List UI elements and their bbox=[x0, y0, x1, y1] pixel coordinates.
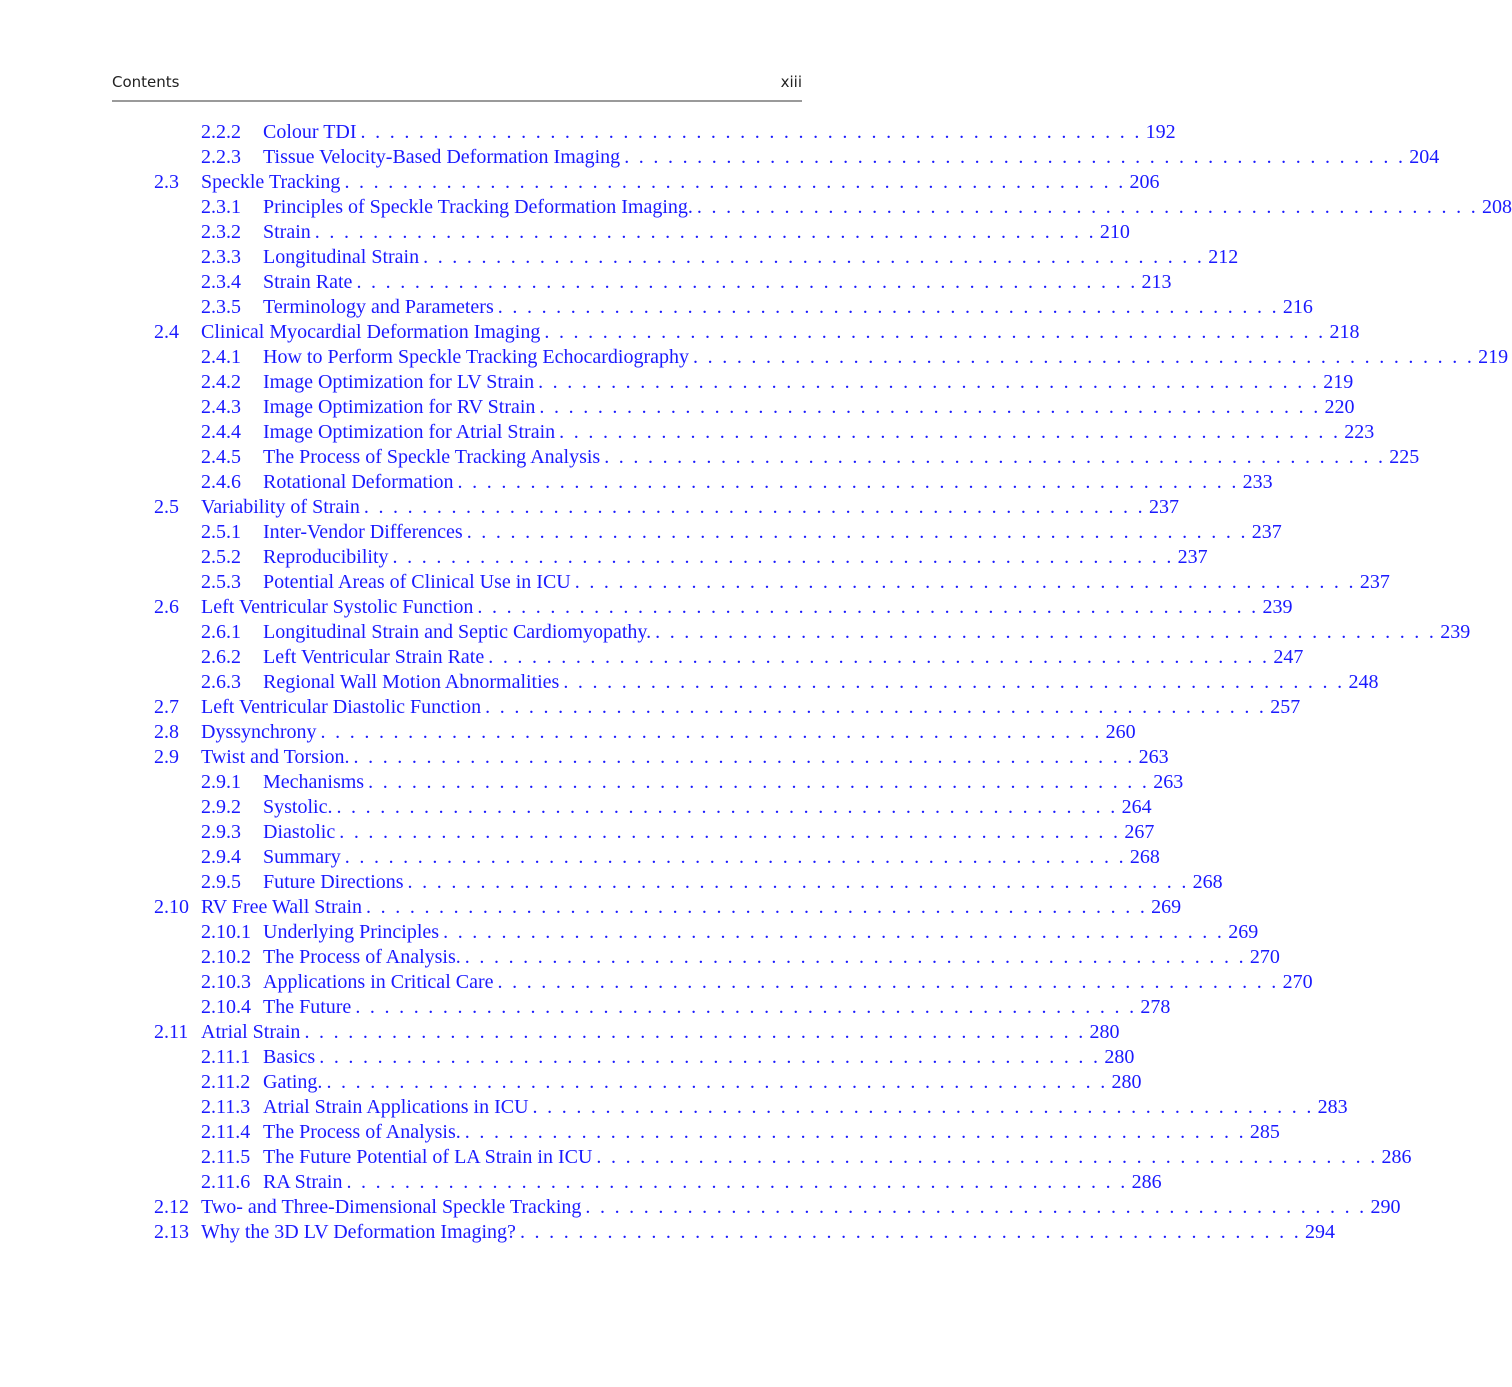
toc-entry[interactable] bbox=[154, 1120, 1280, 1145]
toc-entry-page[interactable]: 283 bbox=[1317, 1096, 1348, 1118]
toc-entry-page[interactable]: 218 bbox=[1329, 321, 1360, 343]
toc-entry-number: 2.6.2 bbox=[201, 646, 241, 668]
toc-entry[interactable] bbox=[154, 445, 1420, 470]
toc-dot-leader: . . . . . . . . . . . . . . . . . . . . . . . . . . . . . . . . . . . . . . . . . . . . . . . . . . . . . . bbox=[655, 621, 1437, 643]
toc-entry-number: 2.6.3 bbox=[201, 671, 241, 693]
toc-entry[interactable] bbox=[154, 870, 1223, 895]
toc-entry-title[interactable]: RV Free Wall Strain bbox=[201, 896, 363, 918]
toc-dot-leader: . . . . . . . . . . . . . . . . . . . . . . . . . . . . . . . . . . . . . . . . . . . . . . . . . . . . . . bbox=[319, 1046, 1101, 1068]
toc-entry-title[interactable]: Atrial Strain Applications in ICU bbox=[263, 1096, 529, 1118]
toc-entry[interactable] bbox=[154, 195, 1512, 220]
toc-entry-number: 2.9 bbox=[154, 746, 179, 768]
toc-entry[interactable] bbox=[154, 795, 1152, 820]
toc-entry-page[interactable]: 278 bbox=[1140, 996, 1171, 1018]
toc-dot-leader: . . . . . . . . . . . . . . . . . . . . . . . . . . . . . . . . . . . . . . . . . . . . . . . . . . . . . . bbox=[485, 696, 1267, 718]
toc-entry-page[interactable]: 263 bbox=[1138, 746, 1169, 768]
toc-entry[interactable] bbox=[154, 245, 1239, 270]
toc-entry-page[interactable]: 212 bbox=[1208, 246, 1239, 268]
table-of-contents bbox=[154, 120, 1512, 1245]
toc-entry-page[interactable]: 247 bbox=[1273, 646, 1304, 668]
toc-entry-number: 2.9.3 bbox=[201, 821, 241, 843]
toc-entry-page[interactable]: 210 bbox=[1099, 221, 1130, 243]
toc-dot-leader: . . . . . . . . . . . . . . . . . . . . . . . . . . . . . . . . . . . . . . . . . . . . . . . . . . . . . . bbox=[363, 496, 1145, 518]
toc-entry-title[interactable]: Left Ventricular Systolic Function bbox=[201, 596, 474, 618]
toc-dot-leader: . . . . . . . . . . . . . . . . . . . . . . . . . . . . . . . . . . . . . . . . . . . . . . . . . . . . . . bbox=[360, 121, 1142, 143]
toc-entry-title[interactable]: Potential Areas of Clinical Use in ICU bbox=[263, 571, 571, 593]
toc-entry[interactable] bbox=[154, 920, 1259, 945]
toc-entry-number: 2.10.1 bbox=[201, 921, 251, 943]
toc-entry[interactable] bbox=[154, 1045, 1135, 1070]
toc-entry-page[interactable]: 220 bbox=[1324, 396, 1355, 418]
toc-dot-leader: . . . . . . . . . . . . . . . . . . . . . . . . . . . . . . . . . . . . . . . . . . . . . . . . . . . . . . bbox=[320, 721, 1102, 743]
running-header-title: Contents bbox=[112, 73, 180, 91]
toc-entry[interactable] bbox=[154, 1070, 1142, 1095]
toc-entry-number: 2.4.2 bbox=[201, 371, 241, 393]
toc-entry-title[interactable]: Colour TDI bbox=[263, 121, 357, 143]
toc-dot-leader: . . . . . . . . . . . . . . . . . . . . . . . . . . . . . . . . . . . . . . . . . . . . . . . . . . . . . . bbox=[624, 146, 1406, 168]
toc-entry-title[interactable]: The Future Potential of LA Strain in ICU bbox=[263, 1146, 593, 1168]
toc-dot-leader: . . . . . . . . . . . . . . . . . . . . . . . . . . . . . . . . . . . . . . . . . . . . . . . . . . . . . . bbox=[604, 446, 1386, 468]
toc-entry[interactable] bbox=[154, 345, 1509, 370]
toc-entry-title[interactable]: Strain bbox=[263, 221, 311, 243]
toc-entry-title[interactable]: Principles of Speckle Tracking Deformation Imaging. bbox=[263, 196, 693, 218]
toc-entry-title[interactable]: Future Directions bbox=[263, 871, 404, 893]
toc-entry-page[interactable]: 260 bbox=[1105, 721, 1136, 743]
toc-entry-title[interactable]: Inter-Vendor Differences bbox=[263, 521, 463, 543]
toc-entry-page[interactable]: 204 bbox=[1409, 146, 1440, 168]
toc-entry[interactable] bbox=[154, 695, 1301, 720]
toc-entry-number: 2.11.1 bbox=[201, 1046, 251, 1068]
toc-dot-leader: . . . . . . . . . . . . . . . . . . . . . . . . . . . . . . . . . . . . . . . . . . . . . . . . . . . . . . bbox=[392, 546, 1174, 568]
toc-entry[interactable] bbox=[154, 395, 1355, 420]
toc-entry-page[interactable]: 286 bbox=[1131, 1171, 1162, 1193]
toc-entry[interactable] bbox=[154, 120, 1176, 145]
toc-entry[interactable] bbox=[154, 845, 1160, 870]
toc-entry[interactable] bbox=[154, 520, 1282, 545]
toc-entry-page[interactable]: 213 bbox=[1141, 271, 1172, 293]
toc-entry[interactable] bbox=[154, 1170, 1162, 1195]
toc-entry[interactable] bbox=[154, 145, 1440, 170]
toc-entry-number: 2.11.6 bbox=[201, 1171, 251, 1193]
toc-entry[interactable] bbox=[154, 470, 1273, 495]
toc-entry-title[interactable]: Variability of Strain bbox=[201, 496, 360, 518]
toc-dot-leader: . . . . . . . . . . . . . . . . . . . . . . . . . . . . . . . . . . . . . . . . . . . . . . . . . . . . . . bbox=[696, 196, 1479, 218]
toc-dot-leader: . . . . . . . . . . . . . . . . . . . . . . . . . . . . . . . . . . . . . . . . . . . . . . . . . . . . . . bbox=[497, 296, 1279, 318]
toc-entry-page[interactable]: 269 bbox=[1151, 896, 1182, 918]
toc-dot-leader: . . . . . . . . . . . . . . . . . . . . . . . . . . . . . . . . . . . . . . . . . . . . . . . . . . . . . . bbox=[544, 321, 1326, 343]
toc-dot-leader: . . . . . . . . . . . . . . . . . . . . . . . . . . . . . . . . . . . . . . . . . . . . . . . . . . . . . . bbox=[314, 221, 1096, 243]
toc-entry-number: 2.5.1 bbox=[201, 521, 241, 543]
toc-entry[interactable] bbox=[154, 545, 1208, 570]
toc-entry-page[interactable]: 264 bbox=[1121, 796, 1152, 818]
toc-entry-number: 2.11.5 bbox=[201, 1146, 251, 1168]
toc-dot-leader: . . . . . . . . . . . . . . . . . . . . . . . . . . . . . . . . . . . . . . . . . . . . . . . . . . . . . . bbox=[488, 646, 1270, 668]
toc-entry-number: 2.11.3 bbox=[201, 1096, 251, 1118]
toc-entry-number: 2.2.2 bbox=[201, 121, 241, 143]
toc-entry-page[interactable]: 223 bbox=[1344, 421, 1375, 443]
toc-entry[interactable] bbox=[154, 220, 1130, 245]
toc-entry-number: 2.5.3 bbox=[201, 571, 241, 593]
toc-entry-title[interactable]: Mechanisms bbox=[263, 771, 365, 793]
toc-entry-title[interactable]: Regional Wall Motion Abnormalities bbox=[263, 671, 560, 693]
toc-entry[interactable] bbox=[154, 170, 1160, 195]
toc-dot-leader: . . . . . . . . . . . . . . . . . . . . . . . . . . . . . . . . . . . . . . . . . . . . . . . . . . . . . . bbox=[559, 421, 1341, 443]
toc-entry-page[interactable]: 263 bbox=[1153, 771, 1184, 793]
toc-entry[interactable] bbox=[154, 1020, 1120, 1045]
toc-dot-leader: . . . . . . . . . . . . . . . . . . . . . . . . . . . . . . . . . . . . . . . . . . . . . . . . . . . . . . bbox=[366, 896, 1148, 918]
toc-entry-page[interactable]: 237 bbox=[1251, 521, 1282, 543]
toc-dot-leader: . . . . . . . . . . . . . . . . . . . . . . . . . . . . . . . . . . . . . . . . . . . . . . . . . . . . . . bbox=[538, 371, 1320, 393]
toc-entry-title[interactable]: The Process of Analysis. bbox=[263, 1121, 461, 1143]
toc-entry[interactable] bbox=[154, 820, 1155, 845]
toc-entry-title[interactable]: Longitudinal Strain bbox=[263, 246, 420, 268]
toc-entry-page[interactable]: 233 bbox=[1242, 471, 1273, 493]
toc-entry-title[interactable]: Diastolic bbox=[263, 821, 336, 843]
toc-entry-title[interactable]: Dyssynchrony bbox=[201, 721, 317, 743]
toc-entry-number: 2.3.3 bbox=[201, 246, 241, 268]
toc-dot-leader: . . . . . . . . . . . . . . . . . . . . . . . . . . . . . . . . . . . . . . . . . . . . . . . . . . . . . . bbox=[585, 1196, 1367, 1218]
toc-entry[interactable] bbox=[154, 1145, 1412, 1170]
toc-entry-page[interactable]: 225 bbox=[1389, 446, 1420, 468]
toc-entry-title[interactable]: Basics bbox=[263, 1046, 316, 1068]
toc-entry-title[interactable]: The Process of Analysis. bbox=[263, 946, 461, 968]
toc-entry-number: 2.3.2 bbox=[201, 221, 241, 243]
toc-entry-number: 2.10.3 bbox=[201, 971, 251, 993]
toc-entry-number: 2.4.6 bbox=[201, 471, 241, 493]
toc-dot-leader: . . . . . . . . . . . . . . . . . . . . . . . . . . . . . . . . . . . . . . . . . . . . . . . . . . . . . . bbox=[423, 246, 1205, 268]
toc-entry-page[interactable]: 270 bbox=[1249, 946, 1280, 968]
toc-entry-title[interactable]: Rotational Deformation bbox=[263, 471, 454, 493]
toc-entry-page[interactable]: 216 bbox=[1282, 296, 1313, 318]
toc-entry-title[interactable]: Tissue Velocity-Based Deformation Imaging bbox=[263, 146, 621, 168]
toc-dot-leader: . . . . . . . . . . . . . . . . . . . . . . . . . . . . . . . . . . . . . . . . . . . . . . . . . . . . . . bbox=[693, 346, 1475, 368]
toc-dot-leader: . . . . . . . . . . . . . . . . . . . . . . . . . . . . . . . . . . . . . . . . . . . . . . . . . . . . . . bbox=[353, 746, 1135, 768]
toc-entry[interactable] bbox=[154, 1095, 1348, 1120]
toc-entry-number: 2.9.2 bbox=[201, 796, 241, 818]
toc-dot-leader: . . . . . . . . . . . . . . . . . . . . . . . . . . . . . . . . . . . . . . . . . . . . . . . . . . . . . . bbox=[477, 596, 1259, 618]
toc-entry-title[interactable]: Reproducibility bbox=[263, 546, 389, 568]
toc-entry-page[interactable]: 267 bbox=[1124, 821, 1155, 843]
toc-entry-number: 2.7 bbox=[154, 696, 179, 718]
toc-dot-leader: . . . . . . . . . . . . . . . . . . . . . . . . . . . . . . . . . . . . . . . . . . . . . . . . . . . . . . bbox=[457, 471, 1239, 493]
toc-entry-page[interactable]: 208 bbox=[1482, 196, 1512, 218]
toc-dot-leader: . . . . . . . . . . . . . . . . . . . . . . . . . . . . . . . . . . . . . . . . . . . . . . . . . . . . . . bbox=[497, 971, 1279, 993]
toc-entry-title[interactable]: Atrial Strain bbox=[201, 1021, 301, 1043]
toc-entry[interactable] bbox=[154, 595, 1293, 620]
toc-dot-leader: . . . . . . . . . . . . . . . . . . . . . . . . . . . . . . . . . . . . . . . . . . . . . . . . . . . . . . bbox=[532, 1096, 1314, 1118]
toc-entry[interactable] bbox=[154, 420, 1375, 445]
toc-entry-page[interactable]: 219 bbox=[1323, 371, 1354, 393]
toc-entry-title[interactable]: Why the 3D LV Deformation Imaging? bbox=[201, 1221, 516, 1243]
toc-entry-number: 2.13 bbox=[154, 1221, 189, 1243]
toc-dot-leader: . . . . . . . . . . . . . . . . . . . . . . . . . . . . . . . . . . . . . . . . . . . . . . . . . . . . . . bbox=[407, 871, 1189, 893]
toc-entry[interactable] bbox=[154, 1195, 1401, 1220]
toc-entry[interactable] bbox=[154, 745, 1169, 770]
toc-entry-number: 2.10.2 bbox=[201, 946, 251, 968]
toc-entry-page[interactable]: 285 bbox=[1249, 1121, 1280, 1143]
toc-entry-page[interactable]: 280 bbox=[1111, 1071, 1142, 1093]
toc-entry-page[interactable]: 239 bbox=[1440, 621, 1471, 643]
toc-entry-number: 2.4.3 bbox=[201, 396, 241, 418]
toc-entry-number: 2.3.4 bbox=[201, 271, 241, 293]
toc-dot-leader: . . . . . . . . . . . . . . . . . . . . . . . . . . . . . . . . . . . . . . . . . . . . . . . . . . . . . . bbox=[464, 946, 1246, 968]
toc-entry[interactable] bbox=[154, 570, 1390, 595]
toc-entry-title[interactable]: Gating. bbox=[263, 1071, 323, 1093]
toc-entry-page[interactable]: 248 bbox=[1348, 671, 1379, 693]
toc-entry[interactable] bbox=[154, 370, 1354, 395]
toc-entry[interactable] bbox=[154, 495, 1179, 520]
toc-entry-page[interactable]: 192 bbox=[1145, 121, 1176, 143]
toc-entry-title[interactable]: The Process of Speckle Tracking Analysis bbox=[263, 446, 601, 468]
toc-entry-title[interactable]: Systolic. bbox=[263, 796, 333, 818]
toc-entry-page[interactable]: 290 bbox=[1370, 1196, 1401, 1218]
toc-entry[interactable] bbox=[154, 895, 1182, 920]
toc-entry-number: 2.4.4 bbox=[201, 421, 241, 443]
toc-entry-page[interactable]: 268 bbox=[1129, 846, 1160, 868]
toc-entry-title[interactable]: Summary bbox=[263, 846, 341, 868]
toc-entry-number: 2.5 bbox=[154, 496, 179, 518]
toc-entry-page[interactable]: 269 bbox=[1228, 921, 1259, 943]
toc-entry-page[interactable]: 280 bbox=[1089, 1021, 1120, 1043]
toc-dot-leader: . . . . . . . . . . . . . . . . . . . . . . . . . . . . . . . . . . . . . . . . . . . . . . . . . . . . . . bbox=[519, 1221, 1302, 1243]
toc-entry[interactable] bbox=[154, 995, 1171, 1020]
toc-entry-title[interactable]: Terminology and Parameters bbox=[263, 296, 494, 318]
toc-dot-leader: . . . . . . . . . . . . . . . . . . . . . . . . . . . . . . . . . . . . . . . . . . . . . . . . . . . . . . bbox=[574, 571, 1356, 593]
toc-dot-leader: . . . . . . . . . . . . . . . . . . . . . . . . . . . . . . . . . . . . . . . . . . . . . . . . . . . . . . bbox=[443, 921, 1225, 943]
toc-entry-page[interactable]: 237 bbox=[1148, 496, 1179, 518]
toc-entry-number: 2.12 bbox=[154, 1196, 189, 1218]
toc-entry[interactable] bbox=[154, 670, 1379, 695]
toc-entry-title[interactable]: Underlying Principles bbox=[263, 921, 440, 943]
toc-dot-leader: . . . . . . . . . . . . . . . . . . . . . . . . . . . . . . . . . . . . . . . . . . . . . . . . . . . . . . bbox=[356, 271, 1138, 293]
toc-entry-title[interactable]: Left Ventricular Diastolic Function bbox=[201, 696, 482, 718]
toc-entry-title[interactable]: How to Perform Speckle Tracking Echocardiography bbox=[263, 346, 690, 368]
toc-entry-number: 2.9.1 bbox=[201, 771, 241, 793]
toc-dot-leader: . . . . . . . . . . . . . . . . . . . . . . . . . . . . . . . . . . . . . . . . . . . . . . . . . . . . . . bbox=[344, 171, 1126, 193]
toc-dot-leader: . . . . . . . . . . . . . . . . . . . . . . . . . . . . . . . . . . . . . . . . . . . . . . . . . . . . . . bbox=[466, 521, 1248, 543]
toc-entry-number: 2.10.4 bbox=[201, 996, 251, 1018]
toc-entry-title[interactable]: Longitudinal Strain and Septic Cardiomyopathy. bbox=[263, 621, 652, 643]
toc-entry[interactable] bbox=[154, 945, 1280, 970]
toc-entry-page[interactable]: 206 bbox=[1129, 171, 1160, 193]
toc-entry-title[interactable]: Left Ventricular Strain Rate bbox=[263, 646, 485, 668]
toc-entry-title[interactable]: Image Optimization for RV Strain bbox=[263, 396, 536, 418]
toc-dot-leader: . . . . . . . . . . . . . . . . . . . . . . . . . . . . . . . . . . . . . . . . . . . . . . . . . . . . . . bbox=[539, 396, 1321, 418]
toc-entry-title[interactable]: Image Optimization for Atrial Strain bbox=[263, 421, 556, 443]
toc-entry[interactable] bbox=[154, 645, 1304, 670]
toc-entry[interactable] bbox=[154, 295, 1313, 320]
toc-entry-page[interactable]: 237 bbox=[1359, 571, 1390, 593]
toc-entry-title[interactable]: Twist and Torsion. bbox=[201, 746, 350, 768]
toc-entry[interactable] bbox=[154, 720, 1136, 745]
toc-entry-number: 2.8 bbox=[154, 721, 179, 743]
toc-entry[interactable] bbox=[154, 970, 1313, 995]
toc-entry-number: 2.9.5 bbox=[201, 871, 241, 893]
toc-entry-number: 2.11.2 bbox=[201, 1071, 251, 1093]
toc-entry-title[interactable]: Clinical Myocardial Deformation Imaging bbox=[201, 321, 541, 343]
toc-entry-number: 2.3 bbox=[154, 171, 179, 193]
toc-entry-number: 2.9.4 bbox=[201, 846, 241, 868]
toc-entry-title[interactable]: RA Strain bbox=[263, 1171, 343, 1193]
toc-entry[interactable] bbox=[154, 270, 1172, 295]
toc-entry-title[interactable]: Two- and Three-Dimensional Speckle Tracking bbox=[201, 1196, 582, 1218]
toc-dot-leader: . . . . . . . . . . . . . . . . . . . . . . . . . . . . . . . . . . . . . . . . . . . . . . . . . . . . . . bbox=[368, 771, 1150, 793]
toc-entry-number: 2.5.2 bbox=[201, 546, 241, 568]
toc-dot-leader: . . . . . . . . . . . . . . . . . . . . . . . . . . . . . . . . . . . . . . . . . . . . . . . . . . . . . . bbox=[346, 1171, 1128, 1193]
toc-dot-leader: . . . . . . . . . . . . . . . . . . . . . . . . . . . . . . . . . . . . . . . . . . . . . . . . . . . . . . bbox=[344, 846, 1126, 868]
toc-entry-title[interactable]: Speckle Tracking bbox=[201, 171, 341, 193]
toc-entry-page[interactable]: 286 bbox=[1381, 1146, 1412, 1168]
toc-entry-title[interactable]: Applications in Critical Care bbox=[263, 971, 494, 993]
toc-entry-page[interactable]: 280 bbox=[1104, 1046, 1135, 1068]
toc-entry-page[interactable]: 239 bbox=[1262, 596, 1293, 618]
toc-dot-leader: . . . . . . . . . . . . . . . . . . . . . . . . . . . . . . . . . . . . . . . . . . . . . . . . . . . . . . bbox=[464, 1121, 1246, 1143]
toc-entry-number: 2.3.5 bbox=[201, 296, 241, 318]
toc-dot-leader: . . . . . . . . . . . . . . . . . . . . . . . . . . . . . . . . . . . . . . . . . . . . . . . . . . . . . . bbox=[596, 1146, 1378, 1168]
running-header bbox=[112, 70, 802, 102]
toc-entry-title[interactable]: Image Optimization for LV Strain bbox=[263, 371, 535, 393]
toc-entry-number: 2.2.3 bbox=[201, 146, 241, 168]
toc-entry-page[interactable]: 257 bbox=[1270, 696, 1301, 718]
toc-entry-title[interactable]: Strain Rate bbox=[263, 271, 353, 293]
toc-entry[interactable] bbox=[154, 620, 1471, 645]
toc-entry-number: 2.4.1 bbox=[201, 346, 241, 368]
toc-entry-number: 2.4 bbox=[154, 321, 179, 343]
toc-entry-number: 2.10 bbox=[154, 896, 189, 918]
toc-entry-title[interactable]: The Future bbox=[263, 996, 352, 1018]
toc-entry-page[interactable]: 219 bbox=[1478, 346, 1509, 368]
toc-entry[interactable] bbox=[154, 770, 1184, 795]
toc-entry-number: 2.4.5 bbox=[201, 446, 241, 468]
toc-entry-number: 2.3.1 bbox=[201, 196, 241, 218]
toc-dot-leader: . . . . . . . . . . . . . . . . . . . . . . . . . . . . . . . . . . . . . . . . . . . . . . . . . . . . . . bbox=[563, 671, 1345, 693]
toc-entry-page[interactable]: 268 bbox=[1192, 871, 1223, 893]
toc-dot-leader: . . . . . . . . . . . . . . . . . . . . . . . . . . . . . . . . . . . . . . . . . . . . . . . . . . . . . . bbox=[336, 796, 1118, 818]
toc-entry-number: 2.11.4 bbox=[201, 1121, 251, 1143]
toc-entry-page[interactable]: 270 bbox=[1282, 971, 1313, 993]
toc-entry-number: 2.6.1 bbox=[201, 621, 241, 643]
toc-dot-leader: . . . . . . . . . . . . . . . . . . . . . . . . . . . . . . . . . . . . . . . . . . . . . . . . . . . . . . bbox=[339, 821, 1121, 843]
toc-entry-number: 2.11 bbox=[154, 1021, 189, 1043]
toc-entry-page[interactable]: 294 bbox=[1305, 1221, 1336, 1243]
toc-entry-page[interactable]: 237 bbox=[1177, 546, 1208, 568]
toc-dot-leader: . . . . . . . . . . . . . . . . . . . . . . . . . . . . . . . . . . . . . . . . . . . . . . . . . . . . . . bbox=[304, 1021, 1086, 1043]
toc-entry[interactable] bbox=[154, 1220, 1336, 1245]
toc-dot-leader: . . . . . . . . . . . . . . . . . . . . . . . . . . . . . . . . . . . . . . . . . . . . . . . . . . . . . . bbox=[355, 996, 1137, 1018]
toc-entry[interactable] bbox=[154, 320, 1360, 345]
page-number: xiii bbox=[780, 73, 802, 91]
toc-dot-leader: . . . . . . . . . . . . . . . . . . . . . . . . . . . . . . . . . . . . . . . . . . . . . . . . . . . . . . bbox=[326, 1071, 1108, 1093]
toc-entry-number: 2.6 bbox=[154, 596, 179, 618]
